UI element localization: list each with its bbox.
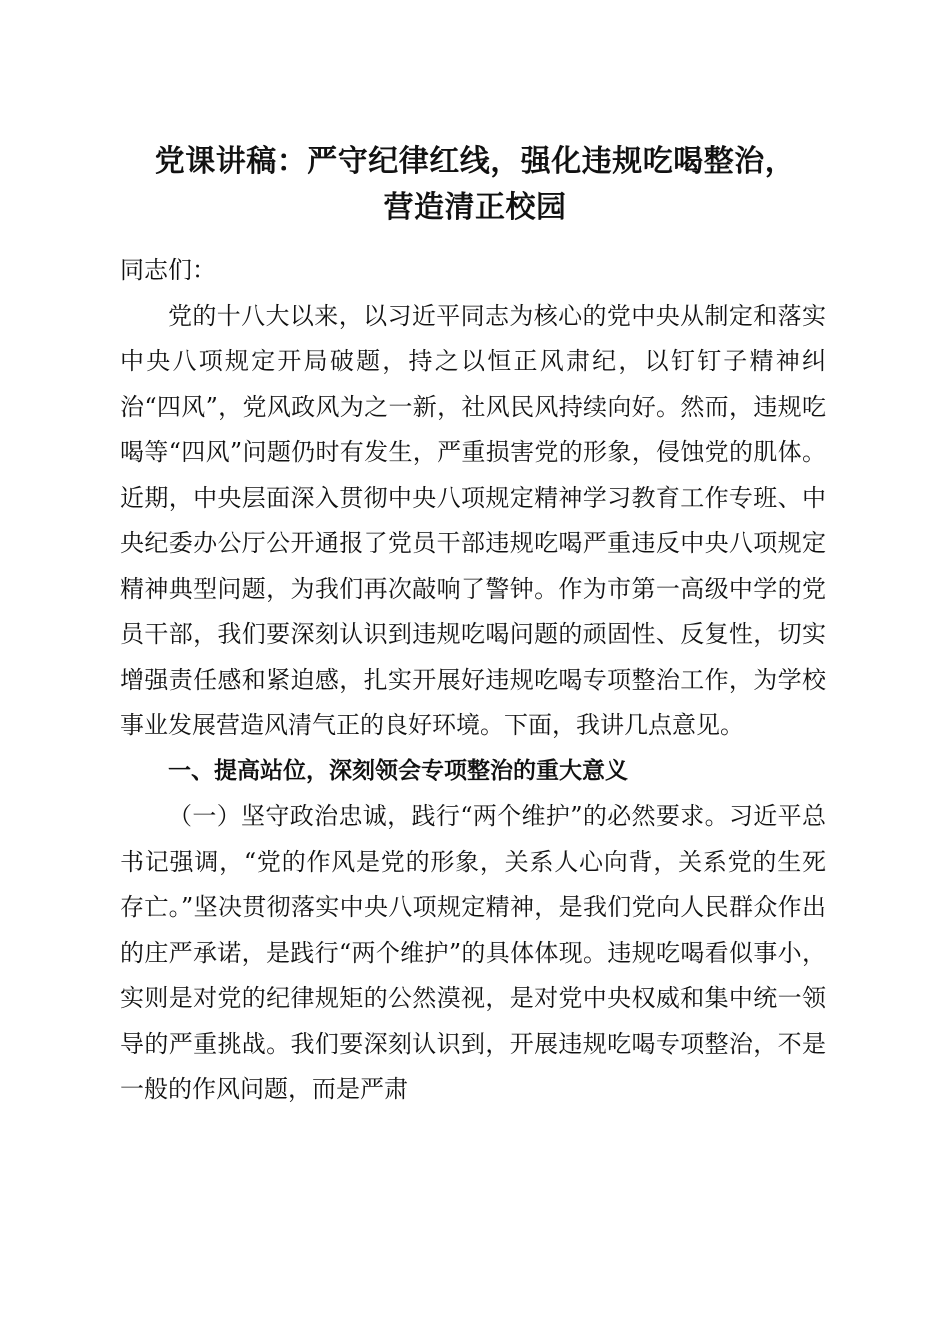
section-heading-1: 一、提高站位，深刻领会专项整治的重大意义	[168, 757, 628, 784]
document-title-line-2: 营造清正校园	[383, 190, 567, 225]
paragraph-section-1-1: （一）坚守政治忠诚，践行“两个维护”的必然要求。习近平总书记强调，“党的作风是党的形象，关系人心向背，关系党的生死存亡。”坚决贯彻落实中央八项规定精神，是我们党向人民群众作出的庄严承诺，是践行“两个维护”的具体体现。违规吃喝看似事小，实则是对党的纪律规矩的公然漠视，是对党中央权威和集中统一领导的严重挑战。我们要深刻认识到，开展违规吃喝专项整治，不是一般的作风问题，而是严肃	[120, 802, 826, 1103]
salutation: 同志们：	[120, 256, 216, 284]
paragraph-intro: 党的十八大以来，以习近平同志为核心的党中央从制定和落实中央八项规定开局破题，持之以恒正风肃纪，以钉钉子精神纠治“四风”，党风政风为之一新，社风民风持续向好。然而，违规吃喝等“四风”问题仍时有发生，严重损害党的形象，侵蚀党的肌体。近期，中央层面深入贯彻中央八项规定精神学习教育工作专班、中央纪委办公厅公开通报了党员干部违规吃喝严重违反中央八项规定精神典型问题，为我们再次敲响了警钟。作为市第一高级中学的党员干部，我们要深刻认识到违规吃喝问题的顽固性、反复性，切实增强责任感和紧迫感，扎实开展好违规吃喝专项整治工作，为学校事业发展营造风清气正的良好环境。下面，我讲几点意见。	[120, 301, 826, 739]
document-body	[120, 248, 826, 1113]
document-title-line-1: 党课讲稿：严守纪律红线，强化违规吃喝整治，	[154, 144, 796, 179]
